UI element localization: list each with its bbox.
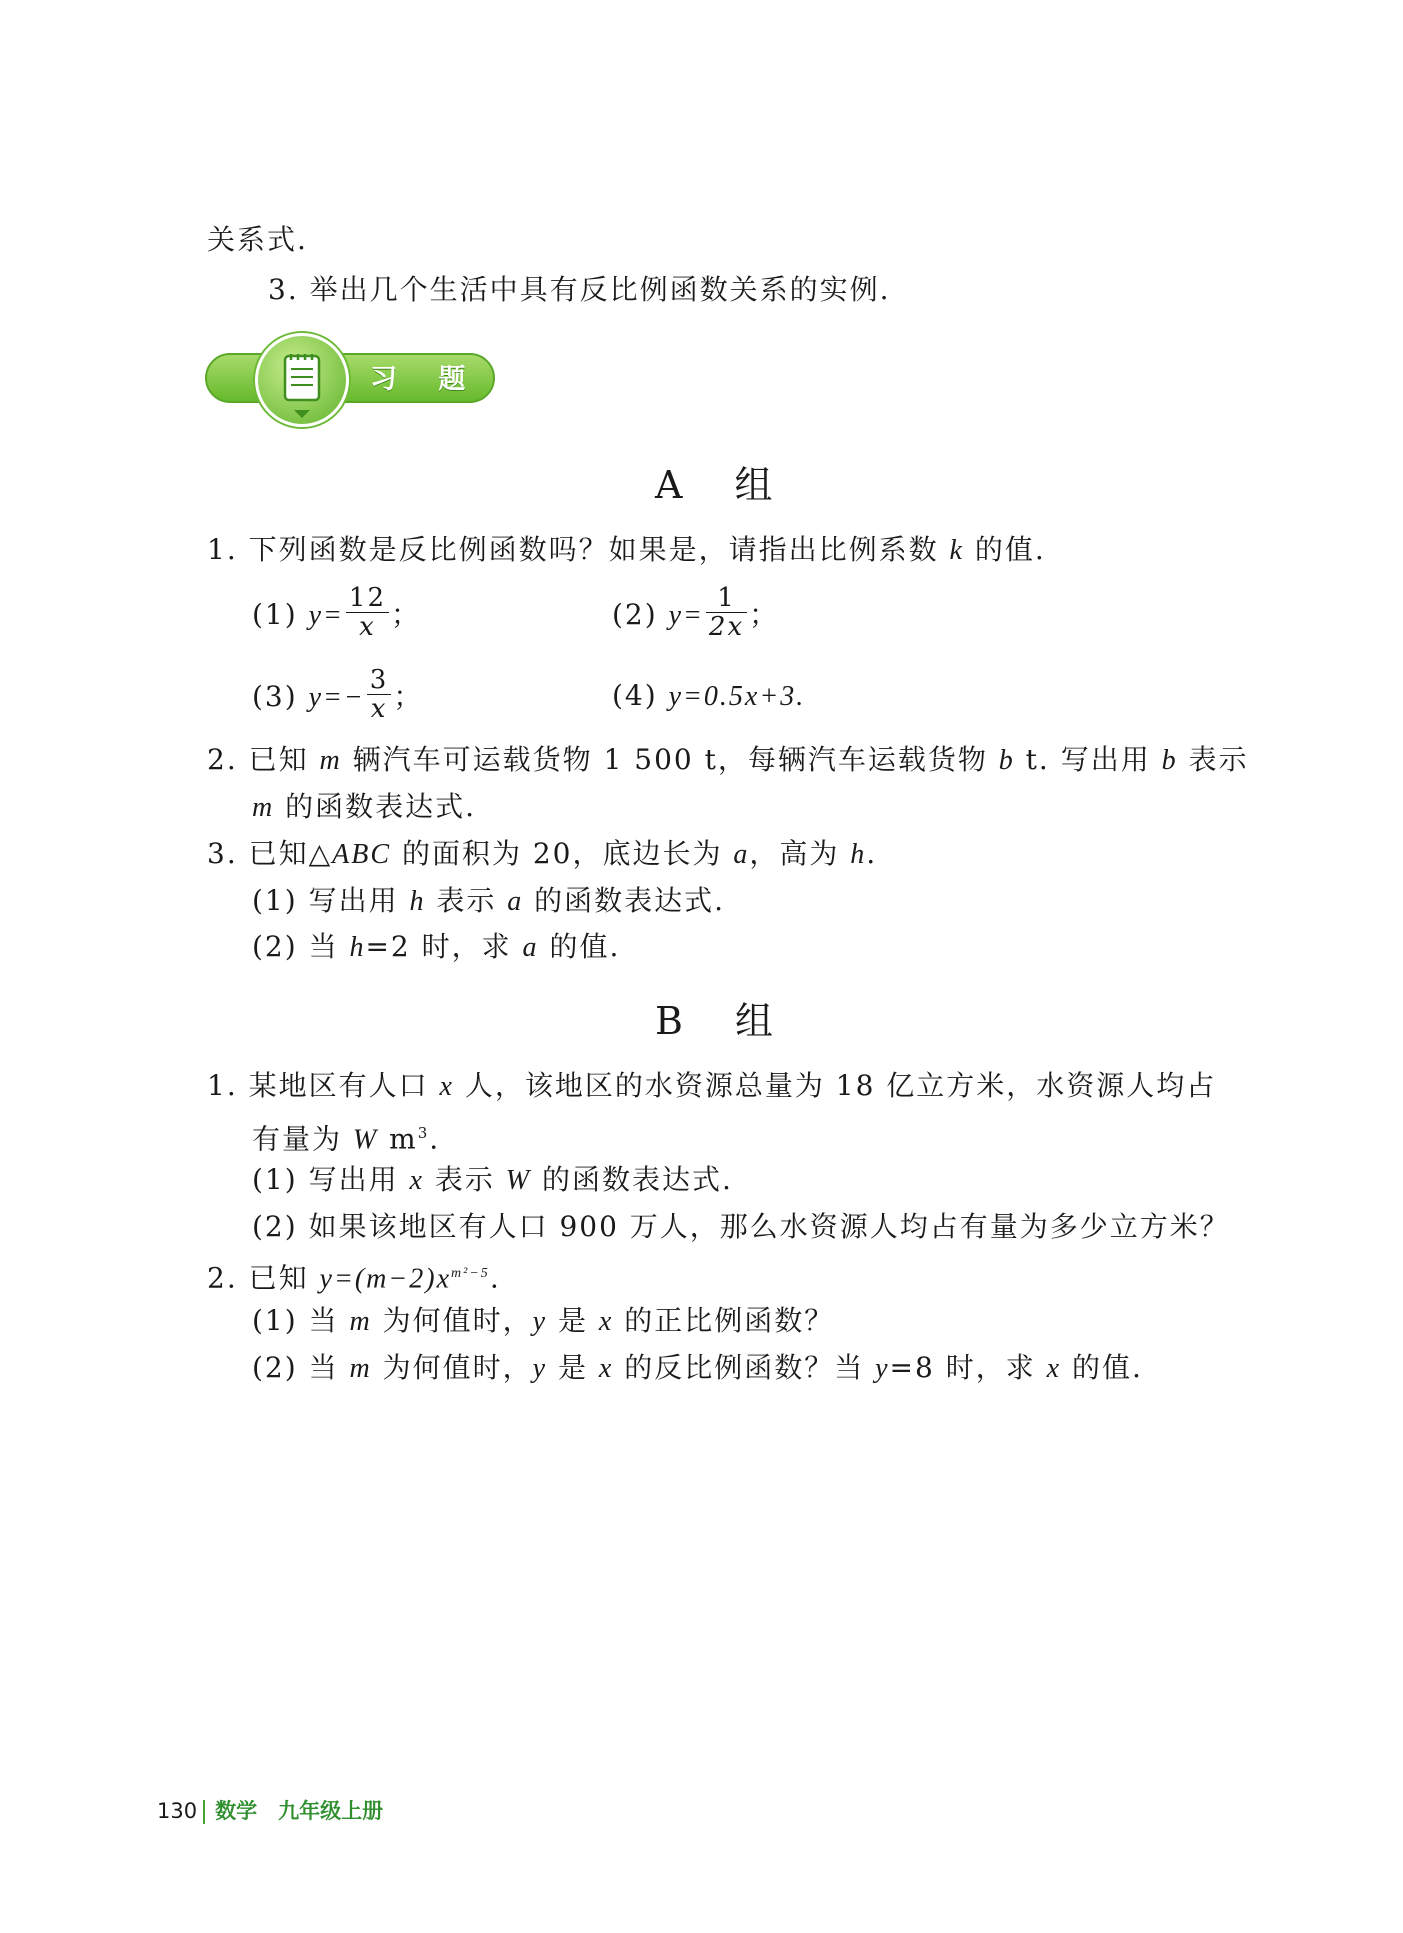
var-x: x: [439, 1071, 454, 1102]
part-end: ；: [749, 598, 780, 631]
var-a: a: [522, 932, 539, 963]
text: (2) 当: [252, 1351, 350, 1384]
exercise-banner: [205, 333, 495, 423]
var-h: h: [349, 932, 366, 963]
fraction: [706, 584, 747, 641]
page-footer: [157, 1795, 383, 1825]
a-q3-part-1: [252, 883, 725, 920]
var-x: x: [1046, 1353, 1062, 1384]
a-question-2: [207, 742, 1249, 779]
var-b: b: [1161, 745, 1178, 776]
text: 2. 已知: [207, 1261, 320, 1295]
banner-label: 习 题: [370, 364, 482, 395]
text: 的值.: [1061, 1351, 1143, 1384]
var-w: W: [505, 1165, 532, 1196]
a-question-3: [207, 836, 877, 873]
text: 的面积为 20，底边长为: [391, 837, 734, 870]
a-q1-text: 1. 下列函数是反比例函数吗？如果是，请指出比例系数: [207, 533, 950, 566]
fraction: [346, 584, 389, 641]
numerator: 1: [706, 584, 747, 613]
text: (1) 写出用: [252, 1163, 410, 1196]
b-question-1-cont: [252, 1115, 440, 1158]
text: .: [866, 837, 878, 870]
var-m: m: [252, 792, 275, 823]
text: t. 写出用: [1014, 743, 1162, 776]
part-label: (4): [612, 679, 658, 712]
footer-divider: [203, 1800, 205, 1824]
text: 的反比例函数？当: [613, 1351, 876, 1384]
var-m: m: [349, 1306, 372, 1337]
text: (2) 当: [252, 930, 350, 963]
fraction: [367, 666, 392, 723]
var-abc: ABC: [332, 839, 392, 870]
b-question-1: [207, 1068, 1216, 1105]
text: 为何值时，: [371, 1304, 533, 1337]
page-number: 130: [157, 1799, 198, 1823]
text: (1) 当: [252, 1304, 350, 1337]
a-question-1: [207, 532, 1046, 569]
var-y: y: [532, 1306, 548, 1337]
group-b-title: B 组: [655, 999, 794, 1043]
var-x: x: [409, 1165, 424, 1196]
group-a-title: A 组: [655, 463, 793, 507]
part-end: ；: [391, 598, 422, 631]
b-question-2: [207, 1256, 501, 1297]
var-h: h: [850, 839, 867, 870]
a-question-2-cont: [252, 789, 476, 826]
var-y: y: [532, 1353, 548, 1384]
text: 人，该地区的水资源总量为 18 亿立方米，水资源人均占: [453, 1069, 1217, 1102]
text: 1. 某地区有人口: [207, 1069, 440, 1102]
var-m: m: [349, 1353, 372, 1384]
text: .: [429, 1122, 441, 1156]
intro-item-3: 3. 举出几个生活中具有反比例函数关系的实例.: [268, 273, 891, 306]
numerator: 12: [346, 584, 389, 613]
text: 的函数表达式.: [523, 884, 726, 917]
book-title: 数学 九年级上册: [215, 1799, 384, 1823]
a-q1-text-end: 的值.: [963, 533, 1046, 566]
a-q1-part-1: [252, 583, 422, 645]
text: 的正比例函数？: [613, 1304, 835, 1337]
part-label: (3): [252, 680, 298, 713]
denominator: x: [370, 694, 388, 724]
text: 的函数表达式.: [531, 1163, 733, 1196]
part-lhs: y=: [668, 600, 704, 631]
text: .: [489, 1261, 501, 1295]
var-x: x: [598, 1306, 614, 1337]
text: ，高为: [749, 837, 851, 870]
a-q1-part-3: [252, 665, 424, 727]
notepad-icon: [255, 333, 349, 427]
a-q1-part-2: [612, 583, 780, 645]
text: 2. 已知: [207, 743, 320, 776]
intro-line: 关系式.: [207, 223, 308, 256]
a-q1-part-4: [612, 678, 805, 715]
part-lhs: y=: [308, 600, 344, 631]
text: 是: [547, 1304, 599, 1337]
text: 辆汽车可运载货物 1 500 t，每辆汽车运载货物: [341, 743, 999, 776]
text: 为何值时，: [371, 1351, 533, 1384]
text: 的函数表达式.: [274, 790, 477, 823]
part-label: (1): [252, 598, 298, 631]
unit: m: [378, 1122, 418, 1156]
exponent: m²−5: [451, 1266, 490, 1281]
part-expr: y=0.5x+3.: [668, 681, 806, 712]
text: 表示: [425, 884, 508, 917]
var-m: m: [319, 745, 342, 776]
text: 的值.: [538, 930, 621, 963]
var-h: h: [409, 886, 426, 917]
var-w: W: [352, 1124, 379, 1156]
b-q1-part-1: [252, 1162, 733, 1199]
b-q2-part-1: [252, 1303, 834, 1340]
var-b: b: [998, 745, 1015, 776]
expression: y=(m−2)x: [319, 1263, 452, 1295]
text: 3. 已知△: [207, 837, 333, 870]
part-label: (2): [612, 598, 658, 631]
var-y: y: [875, 1353, 890, 1384]
text: (1) 写出用: [252, 884, 410, 917]
text: =2 时，求: [365, 930, 523, 963]
text: 表示: [1177, 743, 1249, 776]
text: 是: [547, 1351, 599, 1384]
part-end: ；: [393, 680, 424, 713]
var-a: a: [733, 839, 750, 870]
part-lhs: y=−: [308, 682, 365, 713]
text: 表示: [423, 1163, 506, 1196]
denominator: x: [359, 612, 376, 642]
b-q1-part-2: (2) 如果该地区有人口 900 万人，那么水资源人均占有量为多少立方米？: [252, 1210, 1230, 1243]
b-q2-part-2: [252, 1350, 1143, 1387]
a-q1-var-k: k: [949, 535, 964, 566]
var-a: a: [507, 886, 524, 917]
numerator: 3: [367, 666, 392, 695]
a-q3-part-2: [252, 929, 620, 966]
unit-exponent: 3: [417, 1124, 430, 1142]
text: =8 时，求: [889, 1351, 1047, 1384]
var-x: x: [598, 1353, 614, 1384]
text: 有量为: [252, 1122, 353, 1156]
denominator: 2x: [708, 612, 745, 642]
